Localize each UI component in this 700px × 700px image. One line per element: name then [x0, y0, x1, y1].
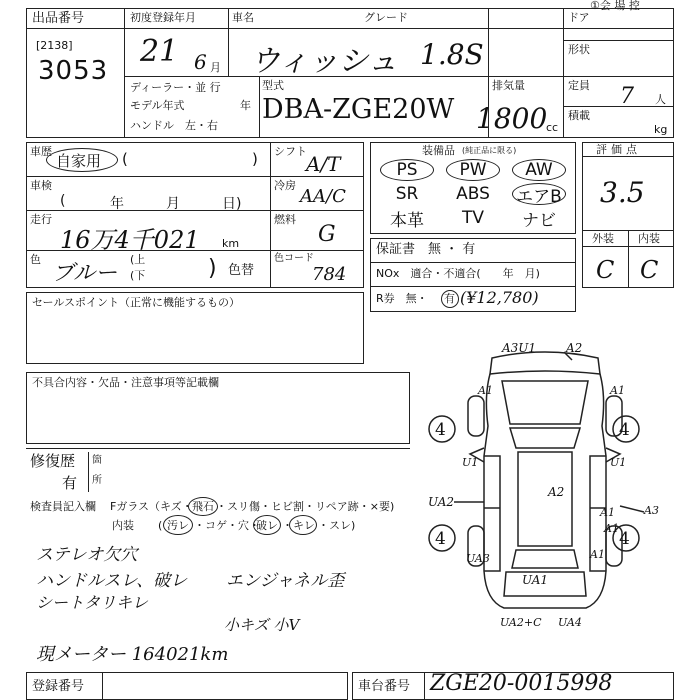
rear-glass-outline — [512, 550, 578, 568]
type-label: 型式 — [262, 79, 284, 92]
interior-mid: ・コゲ・穴・ — [194, 519, 260, 532]
damage-code: A2 — [548, 485, 565, 499]
damage-code: UA1 — [522, 573, 549, 587]
color-code-label: 色コード — [274, 253, 314, 264]
equipment-label: PW — [459, 160, 487, 180]
glass-circled: 飛石 — [192, 500, 214, 513]
repair-yes: 有 — [62, 474, 78, 492]
note-meter: 現メーター 164021km — [36, 644, 229, 665]
fuel-label: 燃料 — [274, 213, 296, 226]
grade-label: グレード — [364, 11, 408, 24]
windshield-outline — [510, 428, 580, 448]
inspection-open: ( — [60, 193, 66, 209]
inspection-label: 車検 — [30, 179, 52, 192]
exterior-label: 外装 — [592, 232, 614, 245]
damage-code: UA4 — [558, 616, 582, 629]
interior-row-label: 内装 — [112, 519, 134, 532]
equipment-label: ABS — [456, 184, 490, 204]
grade-score: 3.5 — [600, 176, 645, 209]
inspector-label: 検査員記入欄 — [30, 500, 96, 513]
equipment-item — [506, 158, 572, 182]
equipment-item — [374, 182, 440, 206]
equipment-item — [440, 182, 506, 206]
note-handle: ハンドルスレ、破レ — [36, 571, 188, 591]
door-label: ドア — [568, 11, 590, 24]
damage-code: UA3 — [466, 552, 490, 565]
equipment-item — [374, 158, 440, 182]
type-value: DBA-ZGE20W — [262, 94, 455, 125]
mileage-label: 走行 — [30, 213, 52, 226]
car-name-label: 車名 — [232, 11, 254, 24]
damage-code: UA2 — [428, 495, 455, 509]
lot-number: 3053 — [38, 56, 109, 86]
color-paren: ) — [208, 256, 217, 281]
history-paren-open: ( — [122, 150, 128, 168]
fuel-value: G — [318, 222, 336, 247]
glass-rest: ・スリ傷・ヒビ割・リペア跡・×要) — [216, 500, 395, 513]
model-year-label: モデル年式 — [130, 99, 185, 112]
equipment-note: (純正品に限る) — [462, 146, 517, 155]
reg-month-unit: 月 — [210, 61, 221, 74]
note-small-scratch: 小キズ 小V — [224, 616, 300, 634]
damage-code: A2 — [566, 341, 583, 355]
interior-value: C — [640, 256, 659, 284]
recycle-circled: 有 — [444, 292, 455, 305]
grade-label: 評価点 — [596, 143, 641, 156]
tread-depth-fl: 4 — [435, 420, 446, 440]
front-bumper-outline — [490, 352, 600, 374]
equipment-label: AW — [525, 160, 553, 180]
interior-label: 内装 — [638, 232, 660, 245]
damage-code: A3 — [644, 504, 659, 517]
interior-scratch: キレ — [293, 519, 315, 532]
load-unit: kg — [654, 123, 668, 136]
roof-outline — [518, 452, 572, 546]
top-right-label: ①会 場 控 — [590, 0, 640, 12]
history-label: 車歴 — [30, 145, 52, 158]
note-seat: シートタリキレ — [36, 593, 148, 612]
equipment-label: 本革 — [390, 210, 424, 231]
reg-month: 6 — [194, 50, 207, 74]
interior-tear: 破レ — [256, 519, 278, 532]
damage-code: U1 — [610, 456, 627, 469]
damage-code: U1 — [462, 456, 479, 469]
car-name: ウィッシュ — [250, 44, 398, 79]
note-stereo: ステレオ欠穴 — [36, 545, 138, 565]
interior-end: ・スレ) — [318, 519, 356, 532]
interior-open: ( — [158, 519, 163, 532]
inspection-fields: 年 月 日) — [110, 196, 242, 212]
equipment-label: SR — [395, 184, 419, 204]
damage-code: A1 — [604, 522, 619, 535]
warranty-label: 保証書 無 ・ 有 — [376, 242, 476, 257]
damage-code: A1 — [590, 548, 605, 561]
repair-label: 修復歴 — [30, 452, 76, 470]
note-engine-panel: エンジャネル歪 — [226, 571, 345, 591]
equipment-label: ナビ — [522, 210, 556, 231]
repair-side2: 所 — [92, 475, 102, 486]
color-change: 色替 — [228, 263, 255, 278]
reg-label: 初度登録年月 — [130, 11, 196, 24]
interior-dirty: 汚レ — [167, 519, 189, 532]
equipment-item — [440, 206, 506, 230]
defects-label: 不具合内容・欠品・注意事項等記載欄 — [32, 376, 219, 389]
color-label: 色 — [30, 253, 41, 266]
model-year-unit: 年 — [240, 99, 251, 112]
damage-code: A1 — [610, 384, 625, 397]
capacity-unit: 人 — [655, 93, 666, 106]
displacement-value: 1800 — [476, 102, 548, 135]
damage-code: A3U1 — [502, 341, 537, 355]
mileage-unit: km — [222, 237, 240, 250]
equipment-item — [440, 158, 506, 182]
displacement-label: 排気量 — [492, 79, 525, 92]
equipment-circle — [512, 159, 566, 181]
footer-chassis-label: 車台番号 — [358, 679, 411, 694]
history-paren-close: ) — [252, 150, 258, 168]
equipment-item — [506, 182, 572, 206]
repair-side1: 箇 — [92, 455, 102, 466]
equipment-label: TV — [461, 208, 484, 228]
shift-value: A/T — [306, 152, 341, 176]
equipment-item — [506, 206, 572, 230]
dealer-label: ディーラー・並 行 — [130, 81, 221, 94]
interior-dot: ・ — [282, 519, 293, 532]
tread-depth-rl: 4 — [435, 529, 446, 549]
lot-label: 出品番号 — [32, 11, 85, 26]
exterior-value: C — [596, 256, 615, 284]
footer-chassis-value: ZGE20-0015998 — [430, 671, 613, 696]
nox-label: NOx 適合・不適合( 年 月) — [376, 267, 540, 280]
color-lower: (下 — [130, 269, 146, 282]
damage-code: A1 — [478, 384, 493, 397]
shift-label: シフト — [274, 145, 307, 158]
footer-reg-label: 登録番号 — [32, 679, 85, 694]
tire-front-left — [468, 396, 484, 436]
tread-depth-rr: 4 — [619, 529, 630, 549]
color-value: ブルー — [52, 261, 118, 286]
ac-label: 冷房 — [274, 179, 296, 192]
sales-point-label: セールスポイント（正常に機能するもの） — [32, 296, 241, 309]
equipment-item — [374, 206, 440, 230]
color-code-value: 784 — [312, 264, 347, 285]
glass-label: Fガラス（キズ・ — [110, 500, 193, 513]
handle-label: ハンドル 左・右 — [130, 119, 218, 132]
equipment-circle — [446, 159, 500, 181]
car-damage-diagram — [414, 336, 676, 636]
capacity-label: 定員 — [568, 79, 590, 92]
damage-code: A1 — [600, 506, 615, 519]
lot-small: [2138] — [36, 39, 73, 52]
color-upper: (上 — [130, 253, 146, 266]
displacement-unit: cc — [546, 121, 559, 134]
equipment-label: PS — [396, 160, 418, 180]
load-label: 積載 — [568, 109, 590, 122]
hood-outline — [502, 381, 588, 424]
damage-code: UA2+C — [500, 616, 542, 629]
shape-label: 形状 — [568, 43, 590, 56]
recycle-prefix: R券 無・ — [376, 292, 428, 305]
capacity-value: 7 — [620, 84, 634, 109]
equipment-circle — [512, 183, 566, 205]
grade-value: 1.8S — [420, 38, 484, 71]
equipment-grid — [374, 158, 572, 232]
equipment-circle — [380, 159, 434, 181]
mileage-value: 16万4千021 — [60, 226, 200, 254]
ac-value: AA/C — [300, 186, 346, 207]
equipment-label: 装備品 — [422, 144, 455, 157]
history-value: 自家用 — [56, 152, 102, 170]
tread-depth-fr: 4 — [619, 420, 630, 440]
reg-year: 21 — [140, 34, 179, 69]
equipment-label: エアB — [516, 186, 562, 207]
recycle-amount: (¥12,780) — [460, 288, 539, 307]
